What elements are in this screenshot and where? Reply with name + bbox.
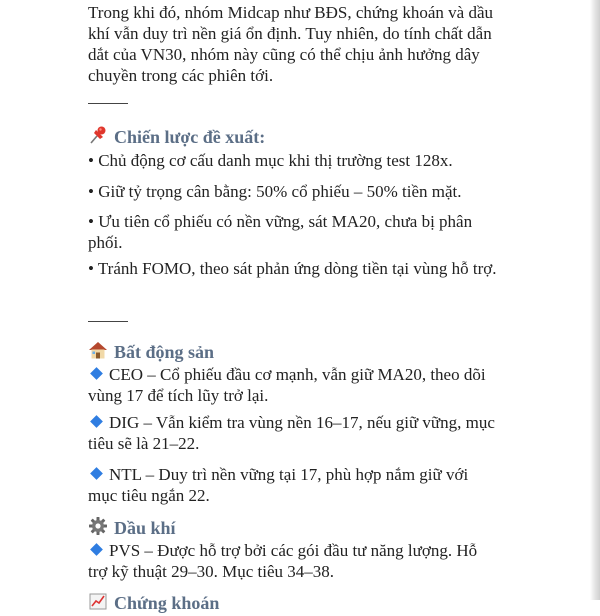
chart-icon [88, 591, 110, 616]
house-icon [88, 340, 110, 365]
real-estate-heading [88, 340, 214, 365]
blue-diamond-icon [90, 543, 103, 556]
page-edge-shadow [590, 0, 600, 600]
strategy-title: Chiến lược đề xuất: [114, 127, 266, 147]
blue-diamond-icon [90, 367, 103, 380]
oil-gas-title: Dầu khí [114, 518, 176, 538]
pushpin-icon [88, 125, 110, 150]
blue-diamond-icon [90, 467, 103, 480]
intro-paragraph: Trong khi đó, nhóm Midcap như BĐS, chứng khoán và dầu khí vẫn duy trì nền giá ổn định. Tuy nhiên, do tính chất dẫn dắt của VN30, nhóm này cũng có thể chịu ảnh hưởng dây chuyền trong các phiên tới. [88, 3, 494, 85]
strategy-heading [88, 125, 265, 150]
real-estate-item-ceo: CEO – Cổ phiếu đầu cơ mạnh, vẫn giữ MA20, theo dõi vùng 17 để tích lũy trở lại. [88, 365, 486, 405]
real-estate-title: Bất động sản [114, 342, 215, 362]
strategy-item-2: • Giữ tỷ trọng cân bằng: 50% cổ phiếu – 50% tiền mặt. [88, 182, 462, 201]
section-divider [88, 103, 128, 104]
gear-icon [88, 516, 110, 541]
blue-diamond-icon [90, 415, 103, 428]
strategy-item-3: • Ưu tiên cổ phiếu có nền vững, sát MA20, chưa bị phân phối. [88, 212, 473, 252]
oil-gas-item-pvs: PVS – Được hỗ trợ bởi các gói đầu tư năng lượng. Hỗ trợ kỹ thuật 29–30. Mục tiêu 34–38. [88, 541, 478, 581]
real-estate-item-ntl: NTL – Duy trì nền vững tại 17, phù hợp nắm giữ với mục tiêu ngắn 22. [88, 465, 469, 505]
strategy-item-4: • Tránh FOMO, theo sát phản ứng dòng tiền tại vùng hỗ trợ. [88, 259, 497, 278]
real-estate-item-dig: DIG – Vẫn kiểm tra vùng nền 16–17, nếu giữ vững, mục tiêu sẽ là 21–22. [88, 413, 495, 453]
strategy-item-1: • Chủ động cơ cấu danh mục khi thị trường test 128x. [88, 151, 453, 170]
oil-gas-heading [88, 516, 176, 541]
securities-title: Chứng khoán [114, 593, 220, 613]
section-divider [88, 321, 128, 322]
securities-heading [88, 591, 219, 616]
